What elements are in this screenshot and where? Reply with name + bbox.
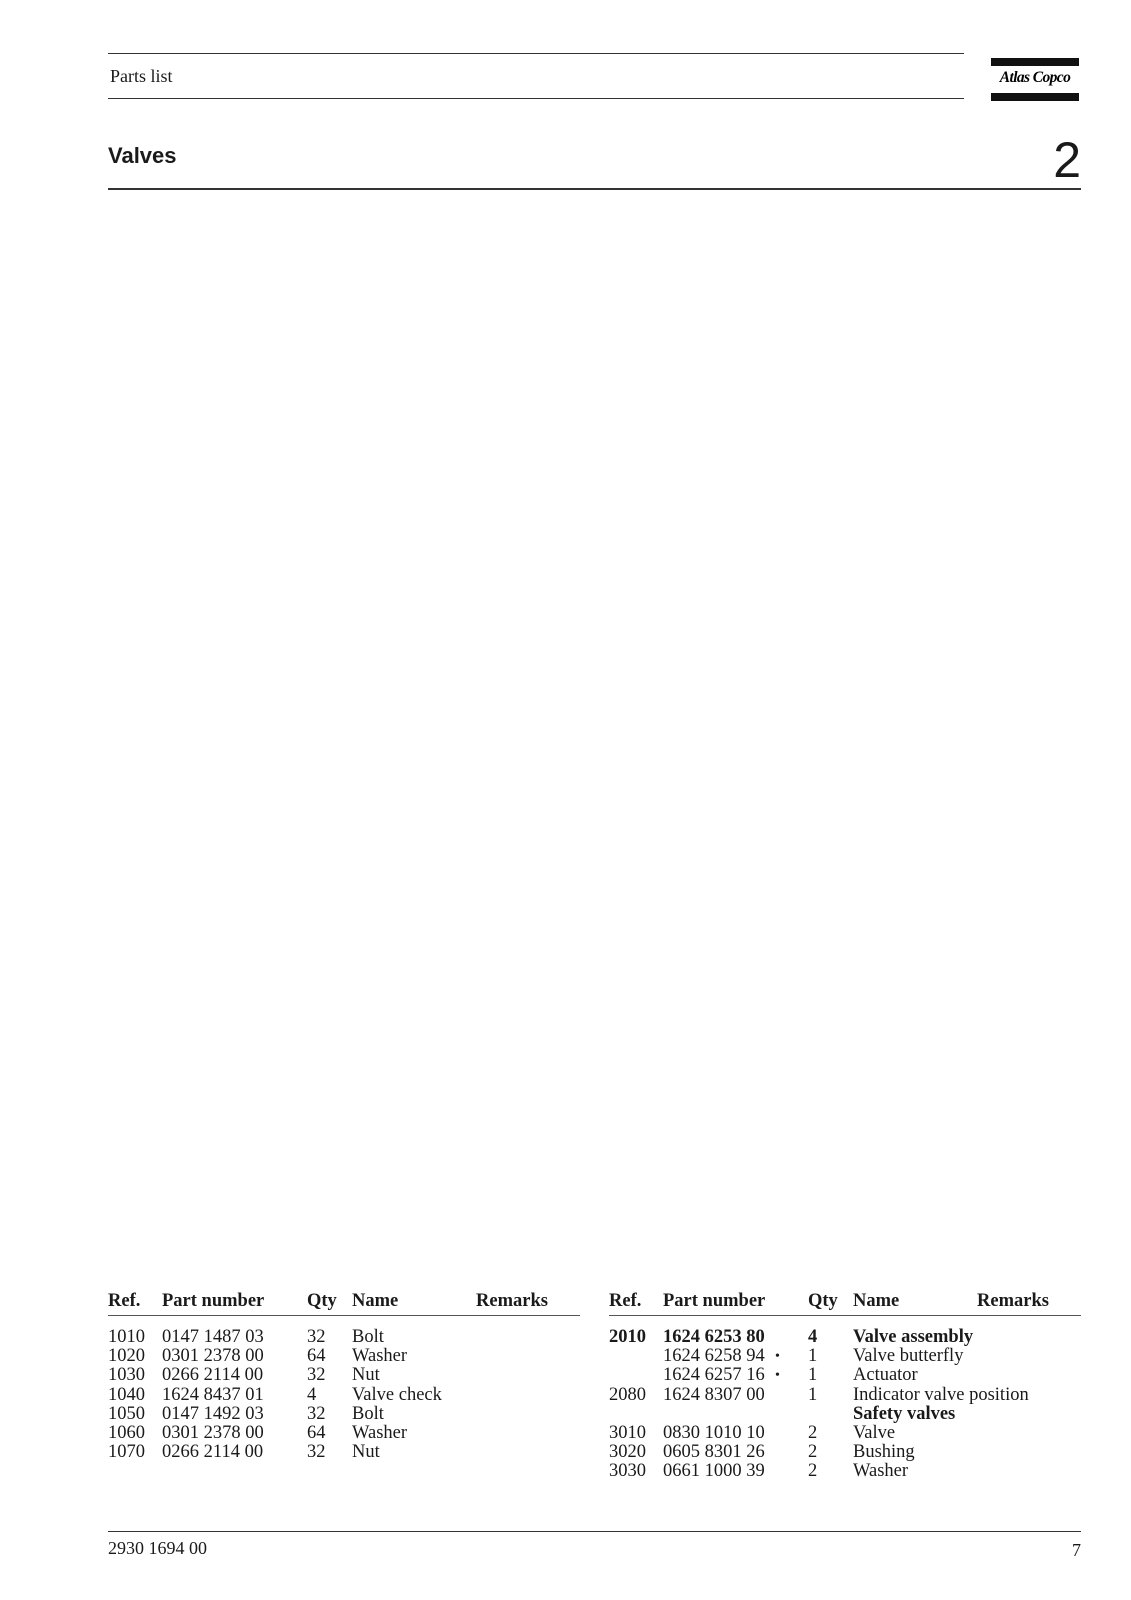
document-type-label: Parts list xyxy=(110,66,173,86)
qty-cell: 64 xyxy=(307,1346,326,1367)
column-header-remarks: Remarks xyxy=(476,1291,548,1311)
name-cell: Safety valves xyxy=(853,1403,956,1424)
qty-cell: 32 xyxy=(307,1442,326,1463)
column-header-part-number: Part number xyxy=(663,1291,766,1311)
qty-cell: 2 xyxy=(808,1442,818,1463)
part-number-cell: 0301 2378 00 xyxy=(162,1422,264,1443)
table-row xyxy=(108,1328,580,1347)
logo-top-bar xyxy=(991,58,1079,66)
qty-cell: 32 xyxy=(307,1403,326,1424)
qty-cell: 4 xyxy=(808,1327,818,1347)
page-number: 7 xyxy=(1072,1540,1081,1560)
name-cell: Indicator valve position xyxy=(853,1384,1029,1405)
table-row xyxy=(609,1328,1081,1347)
section-rule xyxy=(108,188,1081,190)
table-row xyxy=(108,1347,580,1366)
atlas-copco-logo xyxy=(991,58,1079,102)
ref-cell: 1060 xyxy=(108,1422,145,1443)
ref-cell: 1010 xyxy=(108,1327,145,1347)
ref-cell: 1040 xyxy=(108,1384,145,1405)
part-number-cell: 0830 1010 10 xyxy=(663,1422,765,1443)
table-row xyxy=(609,1443,1081,1462)
name-cell: Actuator xyxy=(853,1365,918,1386)
table-row xyxy=(108,1443,580,1462)
parts-table-right xyxy=(609,1291,1081,1482)
name-cell: Bolt xyxy=(352,1403,384,1424)
part-number-cell: 1624 6257 16 xyxy=(663,1365,765,1386)
table-row xyxy=(609,1386,1081,1405)
qty-cell: 32 xyxy=(307,1327,326,1347)
table-row xyxy=(609,1347,1081,1366)
part-number-cell: 0147 1492 03 xyxy=(162,1403,264,1424)
column-header-part-number: Part number xyxy=(162,1291,265,1311)
ref-cell: 1070 xyxy=(108,1442,145,1463)
ref-cell: 1030 xyxy=(108,1365,145,1386)
qty-cell: 1 xyxy=(808,1365,818,1386)
name-cell: Washer xyxy=(853,1461,909,1482)
ref-cell: 3020 xyxy=(609,1442,646,1463)
bullet-mark: • xyxy=(775,1368,780,1384)
part-number-cell: 1624 8437 01 xyxy=(162,1384,264,1405)
parts-table-left xyxy=(108,1291,580,1462)
name-cell: Nut xyxy=(352,1365,380,1386)
bullet-mark: • xyxy=(775,1349,780,1365)
table-row xyxy=(108,1386,580,1405)
name-cell: Bushing xyxy=(853,1442,915,1463)
header-bottom-rule xyxy=(108,98,964,99)
qty-cell: 1 xyxy=(808,1384,818,1405)
table-row xyxy=(609,1462,1081,1481)
table-row xyxy=(609,1405,1081,1424)
part-number-cell: 1624 6258 94 xyxy=(663,1346,765,1367)
section-title: Valves xyxy=(108,143,177,168)
part-number-cell: 1624 8307 00 xyxy=(663,1384,765,1405)
footer-rule xyxy=(108,1531,1081,1532)
logo-bottom-bar xyxy=(991,93,1079,101)
part-number-cell: 0266 2114 00 xyxy=(162,1442,264,1463)
qty-cell: 1 xyxy=(808,1346,818,1367)
qty-cell: 32 xyxy=(307,1365,326,1386)
name-cell: Valve assembly xyxy=(853,1327,974,1347)
name-cell: Valve butterfly xyxy=(853,1346,964,1367)
part-number-cell: 0661 1000 39 xyxy=(663,1461,765,1482)
column-header-qty: Qty xyxy=(307,1291,337,1311)
part-number-cell: 0605 8301 26 xyxy=(663,1442,765,1463)
section-number: 2 xyxy=(1053,132,1081,188)
table-row xyxy=(609,1424,1081,1443)
ref-cell: 2080 xyxy=(609,1384,646,1405)
column-header-ref: Ref. xyxy=(609,1291,642,1311)
name-cell: Washer xyxy=(352,1346,408,1367)
column-header-qty: Qty xyxy=(808,1291,838,1311)
part-number-cell: 0266 2114 00 xyxy=(162,1365,264,1386)
table-row xyxy=(108,1405,580,1424)
name-cell: Washer xyxy=(352,1422,408,1443)
column-header-name: Name xyxy=(853,1291,900,1311)
table-body xyxy=(108,1316,580,1462)
qty-cell: 64 xyxy=(307,1422,326,1443)
column-header-ref: Ref. xyxy=(108,1291,141,1311)
logo-wordmark: Atlas Copco xyxy=(999,69,1071,86)
table-body xyxy=(609,1316,1081,1482)
name-cell: Bolt xyxy=(352,1327,384,1347)
qty-cell: 2 xyxy=(808,1461,818,1482)
column-header-name: Name xyxy=(352,1291,399,1311)
qty-cell: 2 xyxy=(808,1422,818,1443)
ref-cell: 3030 xyxy=(609,1461,646,1482)
ref-cell: 3010 xyxy=(609,1422,646,1443)
table-row xyxy=(108,1424,580,1443)
ref-cell: 1020 xyxy=(108,1346,145,1367)
part-number-cell: 0147 1487 03 xyxy=(162,1327,264,1347)
table-header xyxy=(108,1291,580,1316)
ref-cell: 2010 xyxy=(609,1327,646,1347)
part-number-cell: 0301 2378 00 xyxy=(162,1346,264,1367)
qty-cell: 4 xyxy=(307,1384,317,1405)
name-cell: Valve check xyxy=(352,1384,442,1405)
ref-cell: 1050 xyxy=(108,1403,145,1424)
name-cell: Valve xyxy=(853,1422,896,1443)
name-cell: Nut xyxy=(352,1442,380,1463)
table-row xyxy=(609,1366,1081,1385)
table-row xyxy=(108,1366,580,1385)
part-number-cell: 1624 6253 80 xyxy=(663,1327,765,1347)
document-code: 2930 1694 00 xyxy=(108,1538,207,1558)
column-header-remarks: Remarks xyxy=(977,1291,1049,1311)
header-top-rule xyxy=(108,53,964,54)
table-header xyxy=(609,1291,1081,1316)
